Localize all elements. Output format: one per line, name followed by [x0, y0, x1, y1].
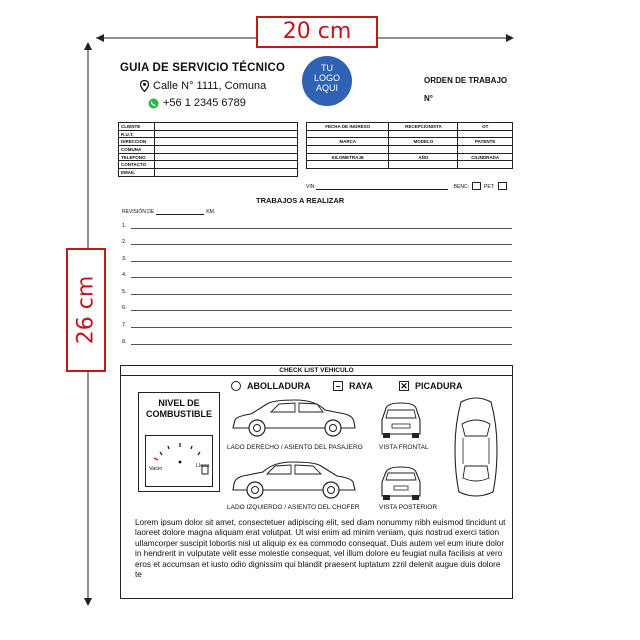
- legend-chip: ✕ PICADURA: [400, 380, 463, 391]
- left-side-caption: LADO IZQUIERDO / ASIENTO DEL CHOFER: [227, 504, 360, 511]
- client-table: [118, 122, 298, 177]
- legend-scratch: – RAYA: [333, 381, 373, 391]
- work-line[interactable]: 2.: [122, 237, 512, 245]
- location-pin-icon: [140, 80, 149, 92]
- checklist-notes-text: Lorem ipsum dolor sit amet, consectetuer adipiscing elit, sed diam nonummy nibh euismod tincidunt ut laoreet dolore magna aliquam erat volutpat. Ut wisi enim ad minim veniam, quis nostrud exerci tation ullamcorper suscipit lobortis nisl ut aliquip ex ea commodo consequat. Duis autem vel eum iriure dolor in hendrerit in vulputate velit esse molestie consequat, vel illum dolore eu feugiat nulla facilisis at vero eros et accumsan et iusto odio dignissim qui blandit praesent luptatum zzril delenit augue duis dolore te: [135, 518, 506, 580]
- work-title: TRABAJOS A REALIZAR: [256, 196, 345, 205]
- right-side-caption: LADO DERECHO / ASIENTO DEL PASAJERO: [227, 444, 363, 451]
- client-row: CONTACTO: [119, 161, 298, 169]
- work-line[interactable]: 4.: [122, 270, 512, 278]
- work-line[interactable]: 6.: [122, 303, 512, 311]
- modelo-input[interactable]: [389, 146, 458, 154]
- work-line[interactable]: 1.: [122, 221, 512, 229]
- work-line[interactable]: 8.: [122, 337, 512, 345]
- fuel-gauge[interactable]: [145, 435, 213, 487]
- ot-label: OT: [458, 123, 513, 131]
- contact-input[interactable]: [155, 161, 298, 169]
- client-row: DIRECCION: [119, 138, 298, 146]
- benc-label: BENC:: [453, 184, 470, 190]
- marca-label: MARCA: [307, 138, 389, 146]
- address-text: Calle N° 1111, Comuna: [153, 80, 267, 92]
- dent-circle-icon: [231, 381, 241, 391]
- chip-x-icon: ✕: [400, 380, 408, 391]
- scratch-dash-icon: –: [333, 381, 343, 391]
- height-dimension-label: 26 cm: [66, 248, 106, 372]
- phone-input[interactable]: [155, 153, 298, 161]
- recepcionista-input[interactable]: [389, 130, 458, 138]
- recepcionista-label: RECEPCIONISTA: [389, 123, 458, 131]
- ot-input[interactable]: [458, 130, 513, 138]
- client-row: COMUNA: [119, 146, 298, 154]
- fecha-ingreso-input[interactable]: [307, 130, 389, 138]
- client-row: CLIENTE: [119, 123, 298, 131]
- gauge-dial-icon: [146, 436, 214, 488]
- cilindrada-label: CILINDRADA: [458, 153, 513, 161]
- order-number-label: N°: [424, 94, 433, 103]
- document-title: GUIA DE SERVICIO TÉCNICO: [120, 62, 286, 74]
- car-left-side-icon[interactable]: [229, 458, 359, 502]
- client-row: R.U.T.: [119, 130, 298, 138]
- front-caption: VISTA FRONTAL: [379, 444, 429, 451]
- whatsapp-icon: [148, 98, 159, 109]
- fuel-full-label: Lleno: [196, 463, 210, 469]
- comuna-input[interactable]: [155, 146, 298, 154]
- order-label: ORDEN DE TRABAJO: [424, 76, 508, 85]
- address-input[interactable]: [155, 138, 298, 146]
- vin-row: [306, 182, 510, 190]
- client-input[interactable]: [155, 123, 298, 131]
- revision-km-input[interactable]: [156, 214, 204, 215]
- kilometraje-label: KILOMETRAJE: [307, 153, 389, 161]
- patente-label: PATENTE: [458, 138, 513, 146]
- kilometraje-input[interactable]: [307, 161, 389, 169]
- vin-input[interactable]: [316, 189, 448, 190]
- vehicle-checklist: [120, 365, 513, 599]
- pet-label: PET:: [484, 184, 495, 190]
- width-dimension-label: 20 cm: [256, 16, 378, 48]
- pet-checkbox[interactable]: [498, 182, 507, 190]
- fuel-empty-label: Vacio: [149, 466, 163, 472]
- legend-dent: ABOLLADURA: [231, 381, 311, 391]
- rut-input[interactable]: [155, 130, 298, 138]
- cilindrada-input[interactable]: [458, 161, 513, 169]
- fuel-level-box: [138, 392, 220, 492]
- anio-label: AÑO: [389, 153, 458, 161]
- patente-input[interactable]: [458, 146, 513, 154]
- phone: [148, 97, 246, 109]
- marca-input[interactable]: [307, 146, 389, 154]
- client-row: TELEFONO: [119, 153, 298, 161]
- anio-input[interactable]: [389, 161, 458, 169]
- work-line[interactable]: 7.: [122, 320, 512, 328]
- logo-placeholder: TU LOGO AQUI: [302, 56, 352, 106]
- phone-text: +56 1 2345 6789: [163, 97, 246, 109]
- client-row: EMAIL: [119, 169, 298, 177]
- email-input[interactable]: [155, 169, 298, 177]
- vin-label: VIN:: [306, 184, 316, 190]
- address: [140, 80, 266, 92]
- revision-row: REVISIÓN DE KM.: [122, 209, 216, 215]
- fecha-ingreso-label: FECHA DE INGRESO: [307, 123, 389, 131]
- fuel-title: NIVEL DE COMBUSTIBLE: [146, 398, 212, 419]
- checklist-title: CHECK LIST VEHICULO: [121, 366, 512, 376]
- service-grid: [306, 122, 513, 169]
- modelo-label: MODELO: [389, 138, 458, 146]
- car-right-side-icon[interactable]: [229, 396, 359, 440]
- rear-caption: VISTA POSTERIOR: [379, 504, 438, 511]
- benc-checkbox[interactable]: [472, 182, 481, 190]
- work-line[interactable]: 3.: [122, 254, 512, 262]
- car-front-icon[interactable]: [376, 400, 426, 440]
- work-line[interactable]: 5.: [122, 287, 512, 295]
- car-rear-icon[interactable]: [376, 464, 426, 502]
- car-top-view-icon[interactable]: [449, 394, 503, 502]
